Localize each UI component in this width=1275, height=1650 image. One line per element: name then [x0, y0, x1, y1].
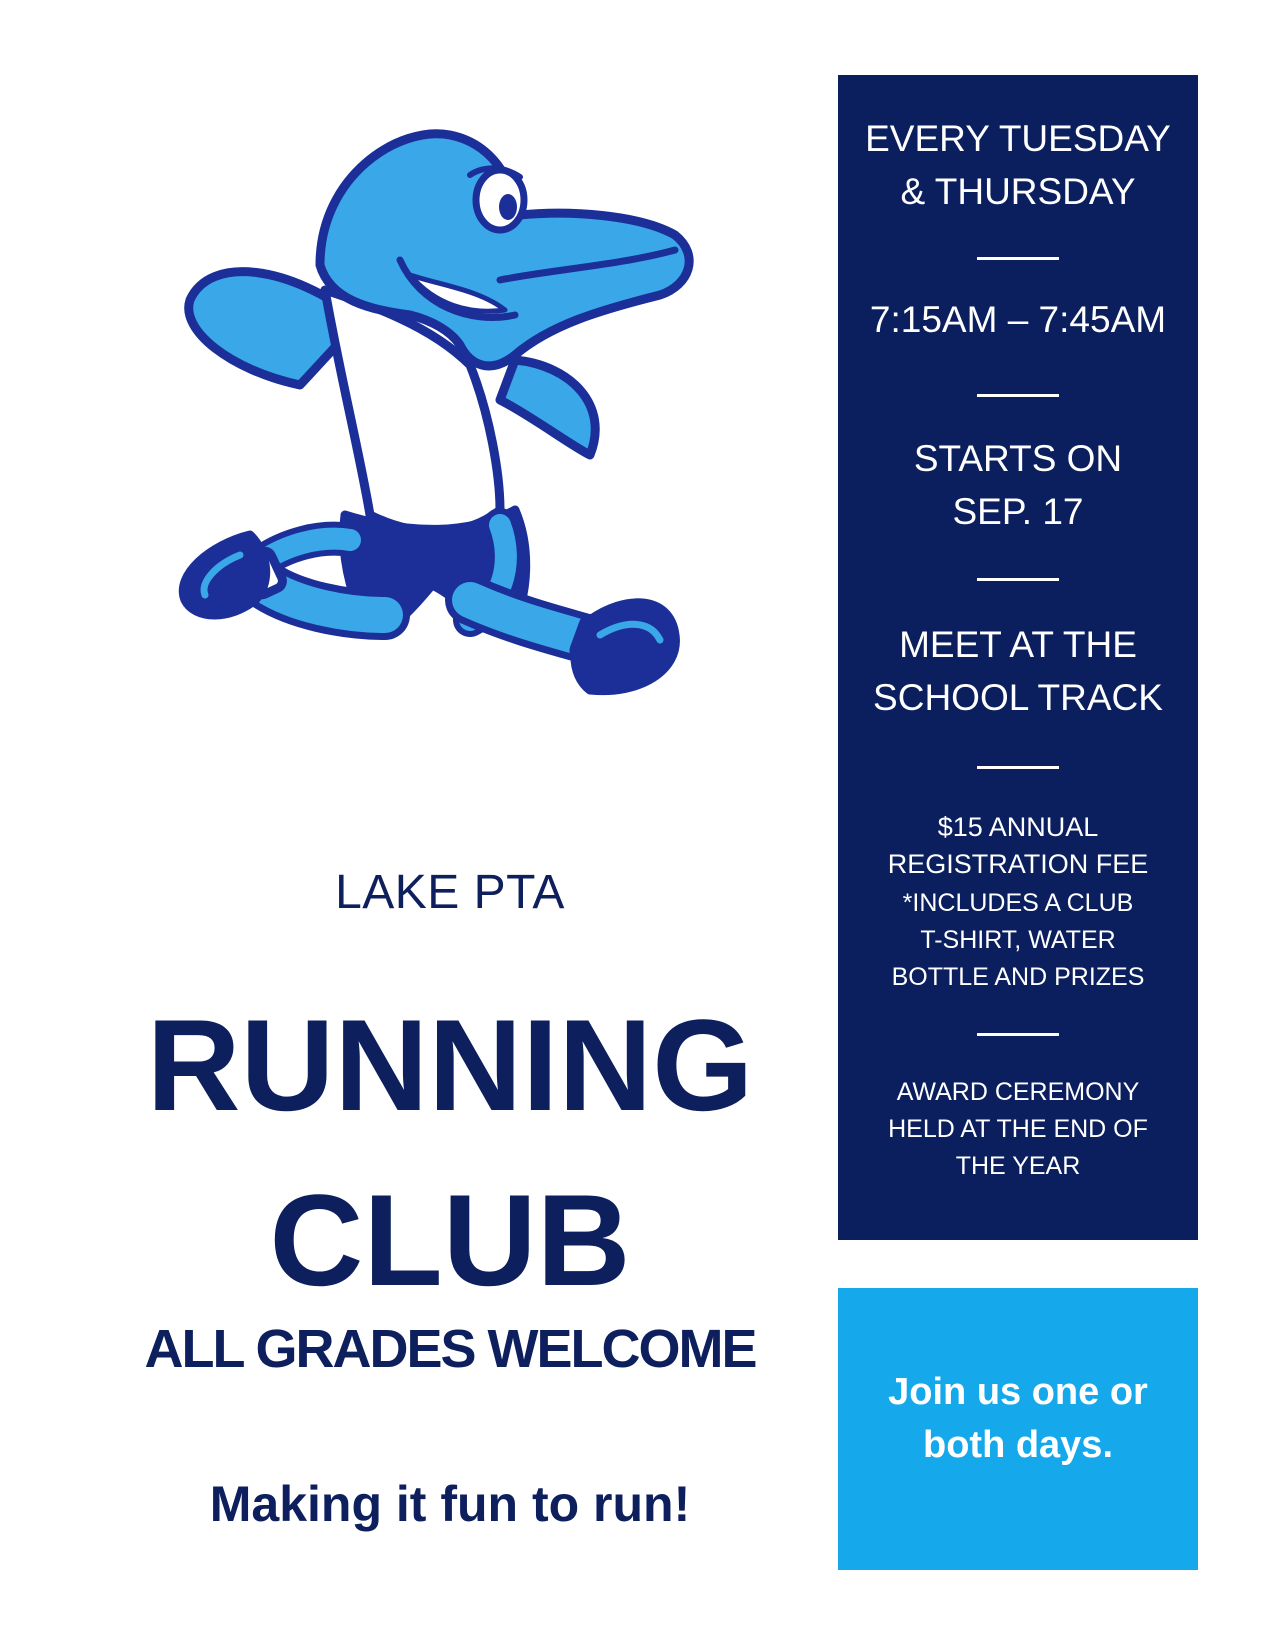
tagline: Making it fun to run! — [209, 1476, 691, 1532]
divider — [977, 578, 1059, 581]
grades-welcome: ALL GRADES WELCOME — [144, 1319, 756, 1379]
registration-fee-line: REGISTRATION FEE — [887, 849, 1149, 879]
org-name: LAKE PTA — [335, 866, 565, 919]
join-callout — [838, 1288, 1198, 1570]
schedule-days-line: EVERY TUESDAY — [865, 118, 1171, 159]
start-date — [838, 432, 1198, 538]
fee-includes-line: *INCLUDES A CLUB — [902, 889, 1134, 917]
join-callout-line: Join us one or — [888, 1371, 1148, 1413]
title-club: CLUB — [269, 1167, 631, 1313]
divider — [977, 1033, 1059, 1036]
meeting-location-line: SCHOOL TRACK — [873, 677, 1163, 718]
award-ceremony — [838, 1074, 1198, 1185]
meeting-location-line: MEET AT THE — [899, 624, 1137, 665]
info-panel — [838, 75, 1198, 1240]
dolphin-runner-mascot-icon — [170, 115, 730, 735]
schedule-time: 7:15AM – 7:45AM — [869, 299, 1167, 340]
registration-fee — [838, 809, 1198, 883]
divider — [977, 257, 1059, 260]
title-running: RUNNING — [146, 992, 754, 1138]
join-callout-text — [858, 1366, 1178, 1472]
fee-includes-line: T-SHIRT, WATER — [920, 926, 1116, 954]
registration-fee-line: $15 ANNUAL — [937, 812, 1099, 842]
start-date-line: STARTS ON — [913, 438, 1123, 479]
schedule-days — [838, 112, 1198, 218]
divider — [977, 394, 1059, 397]
meeting-location — [838, 618, 1198, 724]
award-ceremony-line: HELD AT THE END OF — [888, 1115, 1148, 1143]
start-date-line: SEP. 17 — [952, 491, 1084, 532]
award-ceremony-line: AWARD CEREMONY — [896, 1078, 1140, 1106]
fee-includes — [838, 885, 1198, 996]
award-ceremony-line: THE YEAR — [955, 1152, 1081, 1180]
schedule-days-line: & THURSDAY — [900, 171, 1136, 212]
fee-includes-line: BOTTLE AND PRIZES — [891, 963, 1145, 991]
join-callout-line: both days. — [922, 1424, 1114, 1466]
divider — [977, 766, 1059, 769]
